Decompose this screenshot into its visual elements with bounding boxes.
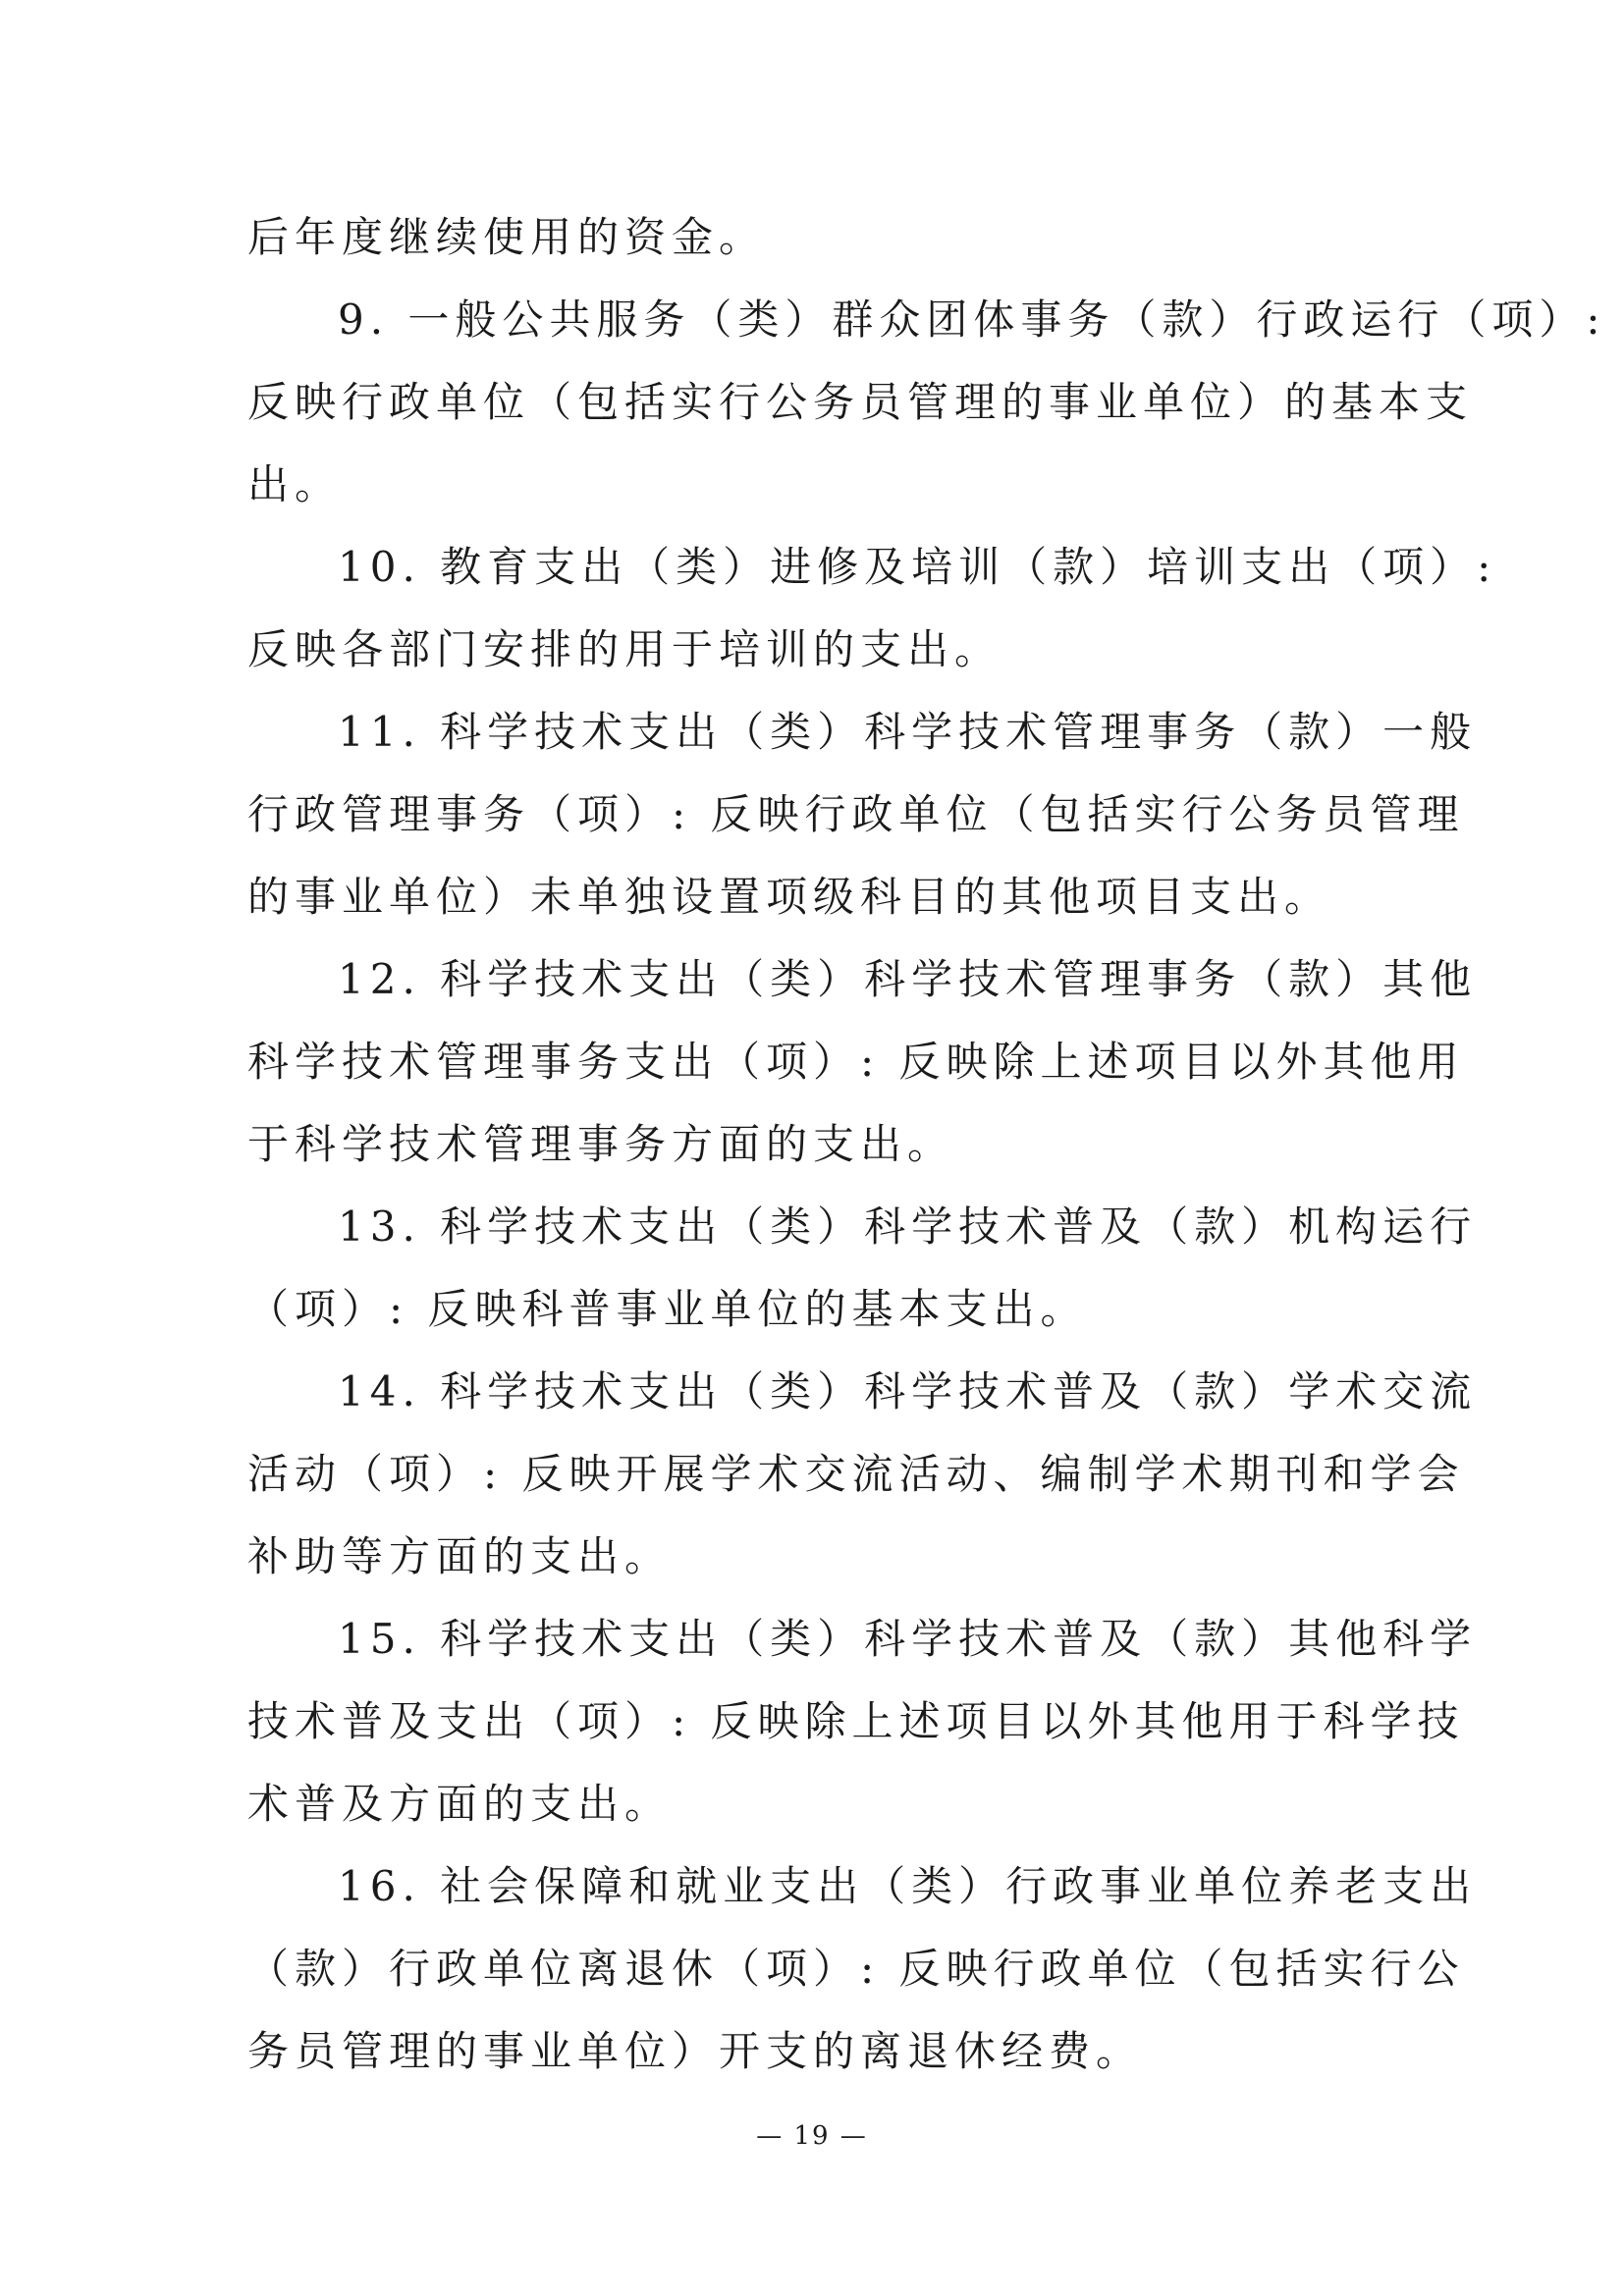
text-line: 10. 教育支出（类）进修及培训（款）培训支出（项）: [338,543,1497,591]
text-line: 反映行政单位（包括实行公务员管理的事业单位）的基本支 [247,378,1474,426]
text-line: 16. 社会保障和就业支出（类）行政事业单位养老支出 [338,1862,1478,1910]
text-line: 的事业单位）未单独设置项级科目的其他项目支出。 [247,873,1332,921]
text-line: 14. 科学技术支出（类）科学技术普及（款）学术交流 [338,1367,1478,1415]
text-line: 15. 科学技术支出（类）科学技术普及（款）其他科学 [338,1615,1478,1663]
text-line: 11. 科学技术支出（类）科学技术管理事务（款）一般 [338,708,1478,756]
text-line: 补助等方面的支出。 [247,1532,673,1580]
text-line: 出。 [247,460,343,508]
text-line: 务员管理的事业单位）开支的离退休经费。 [247,2027,1144,2075]
page-number: — 19 — [756,2121,868,2151]
text-line: 反映各部门安排的用于培训的支出。 [247,625,1002,673]
text-line: （款）行政单位离退休（项）: 反映行政单位（包括实行公 [247,1945,1465,1993]
text-line: 科学技术管理事务支出（项）: 反映除上述项目以外其他用 [247,1038,1465,1086]
text-line: 9. 一般公共服务（类）群众团体事务（款）行政运行（项）: [338,295,1606,344]
text-line: 12. 科学技术支出（类）科学技术管理事务（款）其他 [338,955,1478,1003]
text-line: 于科学技术管理事务方面的支出。 [247,1120,955,1168]
text-line: （项）: 反映科普事业单位的基本支出。 [247,1285,1088,1333]
text-line: 术普及方面的支出。 [247,1780,673,1828]
text-line: 行政管理事务（项）: 反映行政单位（包括实行公务员管理 [247,790,1465,838]
text-line: 13. 科学技术支出（类）科学技术普及（款）机构运行 [338,1202,1478,1251]
text-line: 后年度继续使用的资金。 [247,213,767,261]
text-line: 技术普及支出（项）: 反映除上述项目以外其他用于科学技 [247,1697,1465,1745]
text-line: 活动（项）: 反映开展学术交流活动、编制学术期刊和学会 [247,1450,1465,1498]
